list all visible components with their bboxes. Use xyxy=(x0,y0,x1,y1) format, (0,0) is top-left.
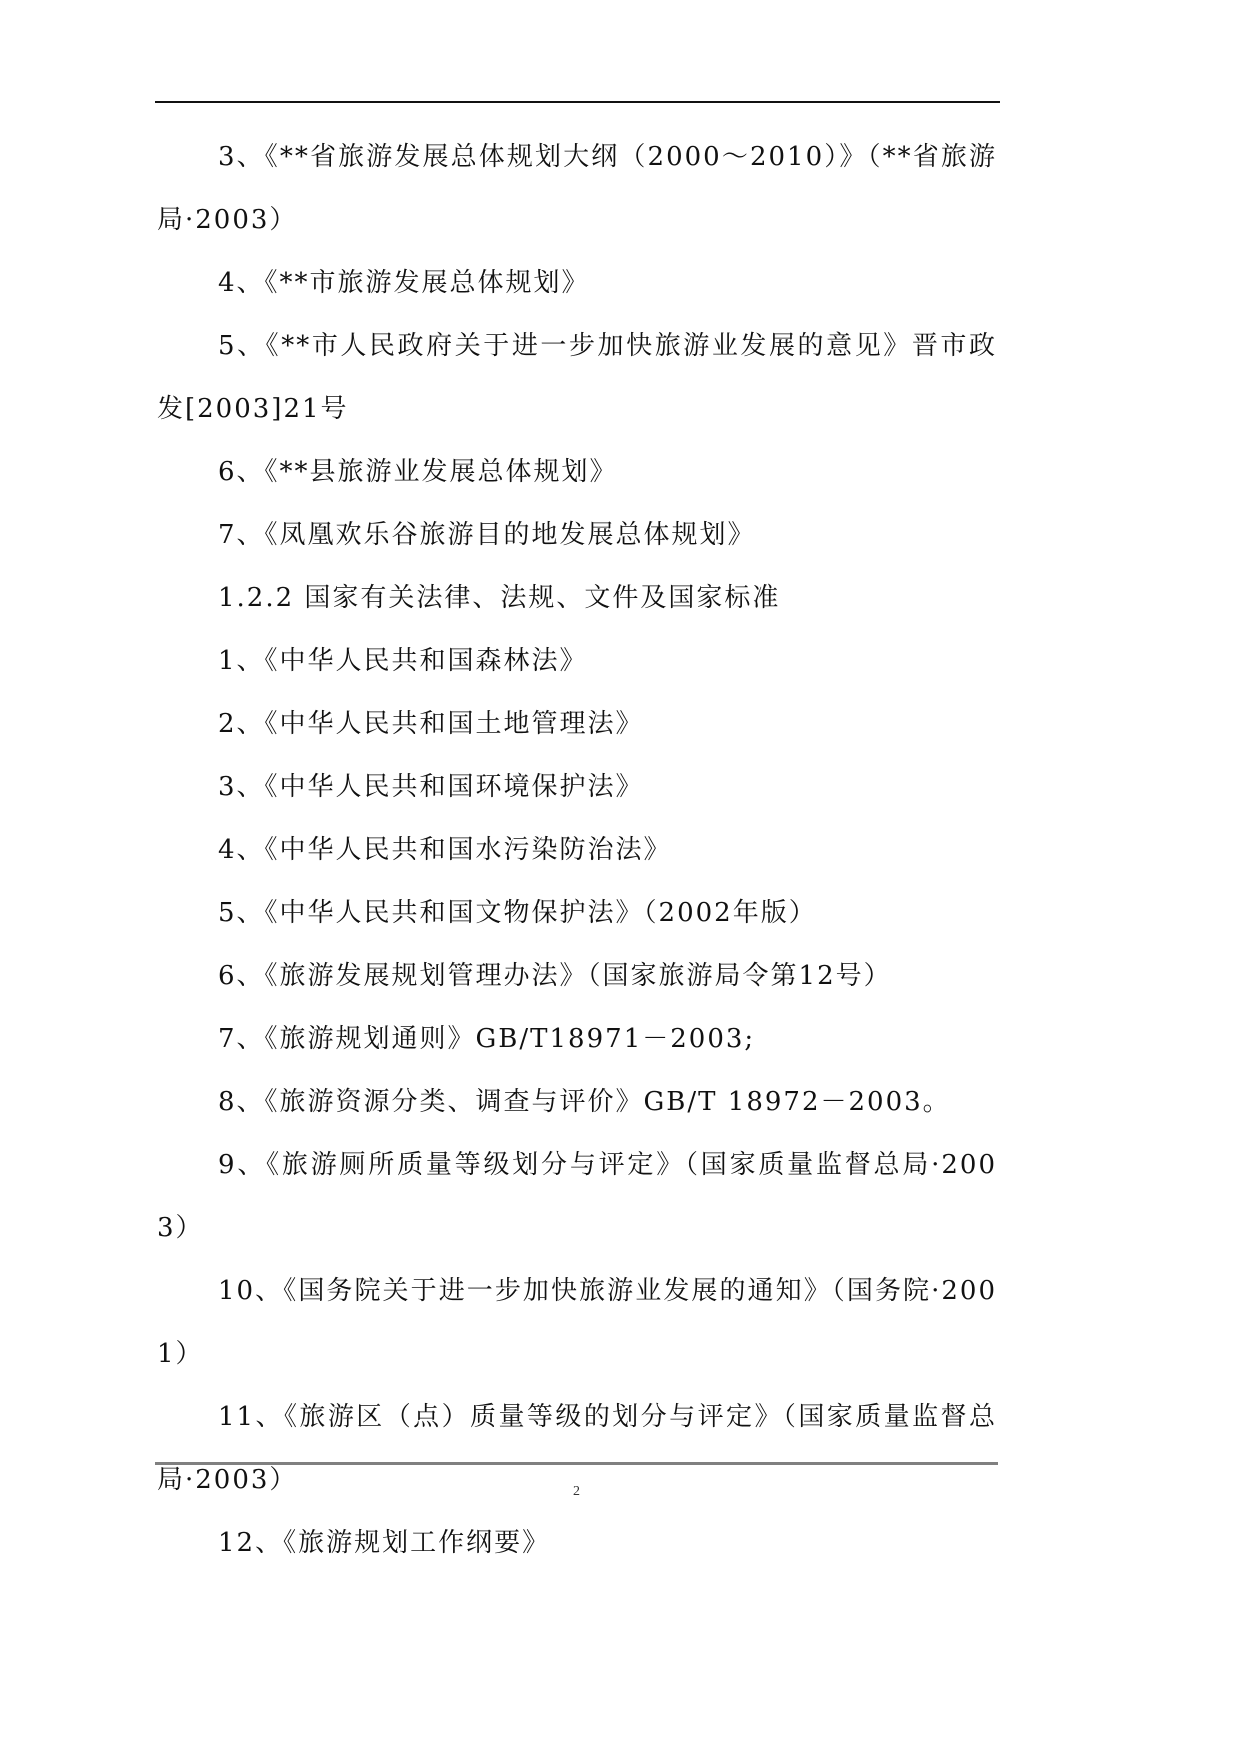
paragraph-water-pollution-law: 4、《中华人民共和国水污染防治法》 xyxy=(218,835,672,865)
paragraph-provincial-plan-outline: 3、《**省旅游发展总体规划大纲（2000～2010）》（**省旅游局·2003） xyxy=(157,142,997,235)
paragraph-tourist-area-quality: 11、《旅游区（点）质量等级的划分与评定》（国家质量监督总局·2003） xyxy=(157,1402,997,1495)
header-rule xyxy=(155,101,1000,103)
paragraph-forest-law: 1、《中华人民共和国森林法》 xyxy=(218,646,588,676)
paragraph-toilet-quality-standard: 9、《旅游厕所质量等级划分与评定》（国家质量监督总局·2003） xyxy=(157,1150,997,1243)
page-number: 2 xyxy=(573,1484,580,1499)
paragraph-environment-law: 3、《中华人民共和国环境保护法》 xyxy=(218,772,644,802)
section-heading: 1.2.2 国家有关法律、法规、文件及国家标准 xyxy=(218,583,781,613)
paragraph-tourism-plan-management: 6、《旅游发展规划管理办法》（国家旅游局令第12号） xyxy=(218,961,892,991)
footer-rule xyxy=(155,1462,998,1465)
paragraph-city-government-opinion: 5、《**市人民政府关于进一步加快旅游业发展的意见》晋市政发[2003]21号 xyxy=(157,331,997,424)
paragraph-county-plan: 6、《**县旅游业发展总体规划》 xyxy=(218,457,618,487)
paragraph-state-council-notice: 10、《国务院关于进一步加快旅游业发展的通知》（国务院·2001） xyxy=(157,1276,997,1369)
paragraph-tourism-planning-rules: 7、《旅游规划通则》GB/T18971－2003; xyxy=(218,1024,756,1054)
paragraph-tourism-planning-outline: 12、《旅游规划工作纲要》 xyxy=(218,1528,551,1558)
paragraph-tourism-resources-standard: 8、《旅游资源分类、调查与评价》GB/T 18972－2003。 xyxy=(218,1087,951,1117)
document-body xyxy=(157,126,997,1575)
paragraph-city-plan: 4、《**市旅游发展总体规划》 xyxy=(218,268,590,298)
paragraph-cultural-relics-law: 5、《中华人民共和国文物保护法》（2002年版） xyxy=(218,898,817,928)
paragraph-happy-valley-plan: 7、《凤凰欢乐谷旅游目的地发展总体规划》 xyxy=(218,520,756,550)
paragraph-land-law: 2、《中华人民共和国土地管理法》 xyxy=(218,709,644,739)
